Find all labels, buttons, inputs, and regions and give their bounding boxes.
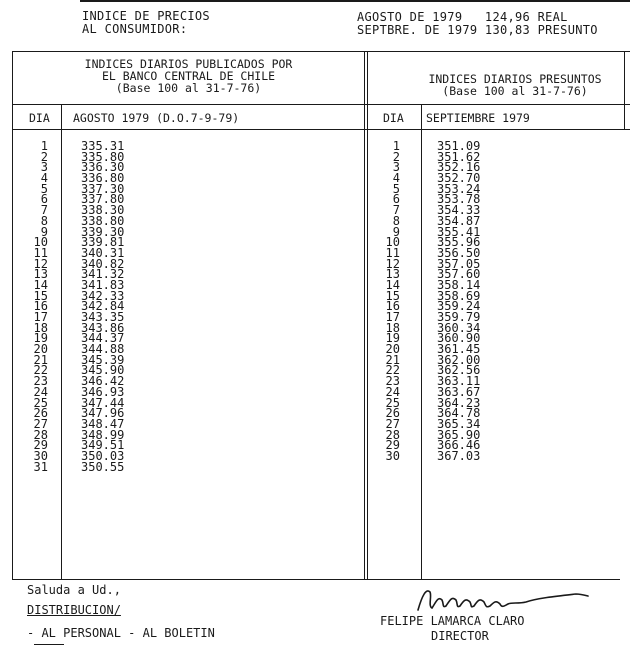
index-value: 365.34 [437,416,481,431]
index-value: 340.82 [81,256,125,271]
index-value: 357.05 [437,256,481,271]
day-number: 2 [392,149,400,164]
index-value: 348.47 [81,416,125,431]
day-number: 24 [33,384,48,399]
day-number: 9 [40,224,48,239]
left-dia-header: DIA [29,111,50,125]
september-days-column [376,141,400,462]
index-value: 353.78 [437,192,481,207]
day-number: 23 [33,374,48,389]
table-bottom-border [12,579,620,580]
day-number: 29 [33,438,48,453]
table-top-border [12,51,630,52]
day-number: 22 [385,363,400,378]
day-number: 11 [385,245,400,260]
index-value: 360.34 [437,320,481,335]
day-number: 7 [40,203,48,218]
day-number: 13 [385,267,400,282]
index-value: 363.67 [437,384,481,399]
right-section-title: INDICES DIARIOS PRESUNTOS (Base 100 al 31-7-76) [428,72,602,98]
index-value: 345.90 [81,363,125,378]
left-section-title: INDICES DIARIOS PUBLICADOS POR EL BANCO CENTRAL DE CHILE (Base 100 al 31-7-76) [84,57,293,95]
day-number: 16 [385,299,400,314]
index-value: 348.99 [81,427,125,442]
day-number: 7 [392,203,400,218]
day-number: 20 [385,342,400,357]
day-number: 6 [392,192,400,207]
index-value: 367.03 [437,448,481,463]
index-value: 338.30 [81,203,125,218]
index-value: 341.32 [81,267,125,282]
index-value: 355.96 [437,235,481,250]
index-value: 359.79 [437,310,481,324]
day-number: 12 [385,256,400,271]
day-number: 13 [33,267,48,282]
day-number: 14 [33,277,48,292]
index-value: 365.90 [437,427,481,442]
day-number: 11 [33,245,48,260]
index-value: 340.31 [81,245,125,260]
index-value: 354.33 [437,203,481,218]
footer-rule [34,644,64,645]
day-number: 6 [40,192,48,207]
index-value: 347.96 [81,406,125,421]
day-number: 19 [33,331,48,346]
index-value: 353.24 [437,181,481,196]
index-value: 344.88 [81,342,125,357]
day-number: 30 [385,448,400,463]
header-right-line1: AGOSTO DE 1979 124,96 REAL [357,10,568,24]
index-value: 360.90 [437,331,481,346]
day-number: 19 [385,331,400,346]
left-month-header: AGOSTO 1979 (D.O.7-9-79) [73,111,240,125]
day-number: 16 [33,299,48,314]
header-right-line2: SEPTBRE. DE 1979 130,83 PRESUNTO [357,23,598,37]
august-values-column [81,141,161,472]
index-value: 349.51 [81,438,125,453]
day-number: 5 [40,181,48,196]
day-number: 3 [392,160,400,175]
day-number: 27 [385,416,400,431]
index-value: 352.16 [437,160,481,175]
right-month-header: SEPTIEMBRE 1979 [426,111,530,125]
day-number: 24 [385,384,400,399]
index-value: 342.84 [81,299,125,314]
top-border [80,0,630,2]
index-value: 350.55 [81,459,125,474]
signer-title: DIRECTOR [431,629,489,643]
table-divider-right [367,51,368,580]
index-value: 344.37 [81,331,125,346]
day-number: 3 [40,160,48,175]
day-number: 21 [33,352,48,367]
index-value: 355.41 [437,224,481,239]
day-number: 8 [40,213,48,228]
day-number: 30 [33,448,48,463]
day-number: 15 [33,288,48,303]
day-number: 28 [33,427,48,442]
day-number: 17 [385,310,400,324]
september-values-column [437,141,517,462]
day-number: 2 [40,149,48,164]
title-separator [12,104,630,105]
day-number: 25 [385,395,400,410]
index-value: 362.56 [437,363,481,378]
day-number: 9 [392,224,400,239]
index-value: 343.35 [81,310,125,324]
day-number: 26 [385,406,400,421]
index-value: 351.09 [437,139,481,153]
index-value: 352.70 [437,171,481,186]
index-value: 357.60 [437,267,481,282]
day-number: 15 [385,288,400,303]
index-value: 358.14 [437,277,481,292]
day-number: 5 [392,181,400,196]
day-number: 12 [33,256,48,271]
index-value: 358.69 [437,288,481,303]
day-number: 10 [385,235,400,250]
index-value: 364.23 [437,395,481,410]
day-number: 18 [33,320,48,335]
index-value: 361.45 [437,342,481,357]
header-left-line1: INDICE DE PRECIOS [82,9,210,23]
index-value: 343.86 [81,320,125,335]
day-number: 17 [33,310,48,324]
index-value: 366.46 [437,438,481,453]
day-number: 29 [385,438,400,453]
day-number: 22 [33,363,48,378]
day-number: 21 [385,352,400,367]
day-number: 20 [33,342,48,357]
right-dia-separator [421,104,422,579]
distribution-label: DISTRIBUCION/ [27,603,121,617]
day-number: 8 [392,213,400,228]
index-value: 346.93 [81,384,125,399]
day-number: 26 [33,406,48,421]
table-left-border [12,51,13,580]
index-value: 345.39 [81,352,125,367]
day-number: 14 [385,277,400,292]
index-value: 339.81 [81,235,125,250]
left-dia-separator [61,104,62,579]
index-value: 337.80 [81,192,125,207]
index-value: 346.42 [81,374,125,389]
index-value: 336.80 [81,171,125,186]
day-number: 25 [33,395,48,410]
greeting: Saluda a Ud., [27,583,121,597]
index-value: 335.80 [81,149,125,164]
day-number: 27 [33,416,48,431]
index-value: 337.30 [81,181,125,196]
index-value: 351.62 [437,149,481,164]
day-number: 4 [392,171,400,186]
index-value: 356.50 [437,245,481,260]
index-value: 364.78 [437,406,481,421]
distribution-recipients: - AL PERSONAL - AL BOLETIN [27,626,215,640]
index-value: 347.44 [81,395,125,410]
day-number: 23 [385,374,400,389]
index-value: 338.80 [81,213,125,228]
index-value: 363.11 [437,374,481,389]
header-left-line2: AL CONSUMIDOR: [82,22,188,36]
right-dia-header: DIA [383,111,404,125]
day-number: 31 [33,459,48,474]
index-value: 362.00 [437,352,481,367]
index-value: 350.03 [81,448,125,463]
signer-name: FELIPE LAMARCA CLARO [380,614,525,628]
august-days-column [20,141,48,472]
index-value: 335.31 [81,139,125,153]
table-divider-left [364,51,365,580]
index-value: 354.87 [437,213,481,228]
index-value: 341.83 [81,277,125,292]
day-number: 10 [33,235,48,250]
day-number: 28 [385,427,400,442]
day-number: 1 [40,139,48,153]
index-value: 336.30 [81,160,125,175]
column-header-separator [12,129,630,130]
day-number: 4 [40,171,48,186]
day-number: 1 [392,139,400,153]
index-value: 359.24 [437,299,481,314]
index-value: 339.30 [81,224,125,239]
day-number: 18 [385,320,400,335]
index-value: 342.33 [81,288,125,303]
